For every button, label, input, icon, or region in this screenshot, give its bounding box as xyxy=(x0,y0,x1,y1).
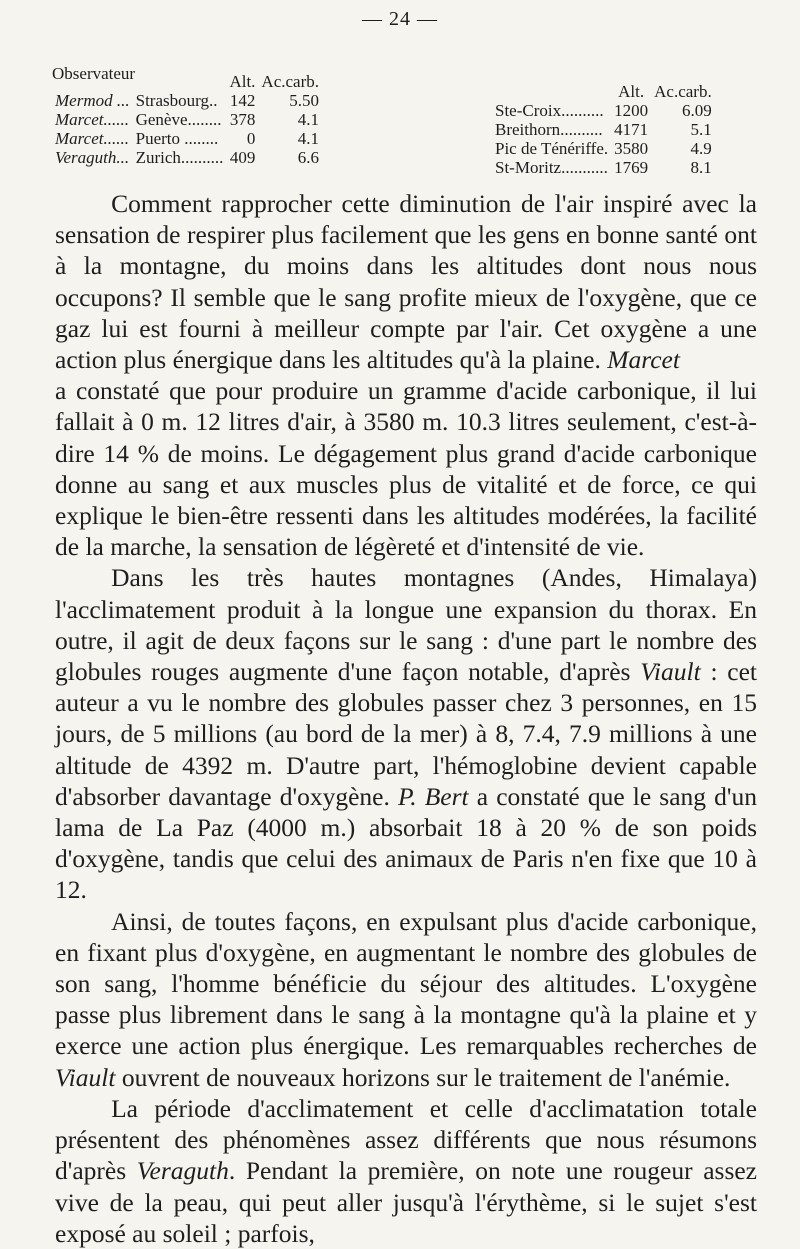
table-row xyxy=(492,120,715,139)
paragraph-text: La période d'acclimatement et celle d'acclimatation totale présentent des phénomènes assez différents que nous résumons d'après xyxy=(55,1093,757,1186)
altitude-value: 1769 xyxy=(614,158,649,177)
observer-name: Mermod ... xyxy=(55,91,130,110)
table-row xyxy=(52,129,322,148)
observer-name: Marcet...... xyxy=(55,129,129,148)
paragraph xyxy=(55,562,757,905)
altitude-value: 3580 xyxy=(614,139,649,158)
place-name: Breithorn.......... xyxy=(495,120,603,139)
table-row xyxy=(492,101,715,120)
acarb-header: Ac.carb. xyxy=(654,82,712,101)
acid-value: 4.1 xyxy=(297,129,319,148)
observer-header: Observateur xyxy=(52,64,136,83)
altitude-value: 1200 xyxy=(614,101,649,120)
author-name: Viault xyxy=(55,1062,116,1092)
author-name: P. Bert xyxy=(397,781,469,811)
table-header-row xyxy=(492,82,715,101)
author-name: Marcet xyxy=(607,345,680,375)
table-row xyxy=(492,158,715,177)
altitude-value: 0 xyxy=(246,129,256,148)
place-name: Genève........ xyxy=(135,110,222,129)
paragraph-text: a constaté que pour produire un gramme d'acide carbonique, il lui fallait à 0 m. 12 litres d'air, à 3580 m. 10.3 litres seulement, c'est-à-dire 14 % de moins. Le dégagement plus grand d'acide carbonique donne au sang et aux muscles plus de vitalité et de force, ce qui explique le bien-être ressenti dans les altitudes modérées, la facilité de la marche, la sensation de légèreté et d'intensité de vie. xyxy=(55,376,757,562)
acid-value: 4.9 xyxy=(690,139,712,158)
paragraph-text: : cet auteur a vu le nombre des globules passer chez 3 personnes, en 15 jours, de 5 millions (au bord de la mer) à 8, 7.4, 7.9 millions à une altitude de 4392 m. D'autre part, l'hémoglobine devient capable d'absorber davantage d'oxygène. xyxy=(55,657,758,811)
acarb-header: Ac.carb. xyxy=(261,72,319,91)
observations-table xyxy=(52,64,772,188)
author-name: Viault xyxy=(640,657,701,687)
place-name: Puerto ........ xyxy=(135,129,219,148)
acid-value: 5.1 xyxy=(690,120,712,139)
acid-value: 8.1 xyxy=(690,158,712,177)
acid-value: 6.6 xyxy=(297,148,319,167)
table-header-row xyxy=(52,72,322,91)
place-name: St-Moritz........... xyxy=(495,158,608,177)
altitude-value: 378 xyxy=(229,110,256,129)
paragraph-text: a constaté que le sang d'un lama de La Paz (4000 m.) absorbait 18 à 20 % de son poids d'oxygène, tandis que celui des animaux de Paris n'en fixe que 10 à 12. xyxy=(55,781,758,905)
table-row xyxy=(52,91,322,110)
place-name: Pic de Ténériffe. xyxy=(495,139,609,158)
place-name: Zurich.......... xyxy=(135,148,224,167)
author-name: Veraguth xyxy=(136,1156,229,1186)
altitude-value: 142 xyxy=(229,91,256,110)
table-row xyxy=(492,139,715,158)
body-text xyxy=(55,188,757,1249)
alt-header: Alt. xyxy=(618,82,645,101)
acid-value: 5.50 xyxy=(289,91,319,110)
paragraph-text: Dans les très hautes montagnes (Andes, Himalaya) l'acclimatement produit à la longue une expansion du thorax. En outre, il agit de deux façons sur le sang : d'une part le nombre des globules rouges augmente d'une façon notable, d'après xyxy=(55,563,757,687)
paragraph-text: ouvrent de nouveaux horizons sur le traitement de l'anémie. xyxy=(121,1062,731,1092)
observations-table-left xyxy=(52,72,322,167)
paragraph-text: . Pendant la première, on note une rougeur assez vive de la peau, qui peut aller jusqu'à l'érythème, si le sujet s'est exposé au soleil ; parfois, xyxy=(55,1156,757,1248)
page-number: — 24 — xyxy=(362,8,438,30)
observer-name: Veraguth... xyxy=(55,148,130,167)
observations-table-right xyxy=(492,82,715,177)
paragraph-text: Ainsi, de toutes façons, en expulsant plus d'acide carbonique, en fixant plus d'oxygène, en augmentant le nombre des globules de son sang, l'homme bénéficie du séjour des altitudes. L'oxygène passe plus librement dans le sang à la montagne qu'à la plaine et y exerce une action plus énergique. Les remarquables recherches de xyxy=(55,906,757,1061)
paragraph xyxy=(55,906,757,1093)
acid-value: 4.1 xyxy=(297,110,319,129)
alt-header: Alt. xyxy=(229,72,256,91)
paragraph-text: Comment rapprocher cette diminution de l'air inspiré avec la sensation de respirer plus facilement que les gens en bonne santé ont à la montagne, du moins dans les altitudes dont nous nous occupons? Il semble que le sang profite mieux de l'oxygène, que ce gaz lui est fourni à meilleur compte par l'air. Cet oxygène a une action plus énergique dans les altitudes qu'à la plaine. xyxy=(55,189,757,375)
observer-name: Marcet...... xyxy=(55,110,129,129)
paragraph xyxy=(55,375,757,562)
acid-value: 6.09 xyxy=(681,101,712,120)
altitude-value: 4171 xyxy=(614,120,649,139)
place-name: Ste-Croix.......... xyxy=(495,101,604,120)
place-name: Strasbourg.. xyxy=(135,91,218,110)
altitude-value: 409 xyxy=(229,148,256,167)
table-row xyxy=(52,110,322,129)
paragraph xyxy=(55,1093,757,1249)
table-row xyxy=(52,148,322,167)
paragraph xyxy=(55,188,757,375)
